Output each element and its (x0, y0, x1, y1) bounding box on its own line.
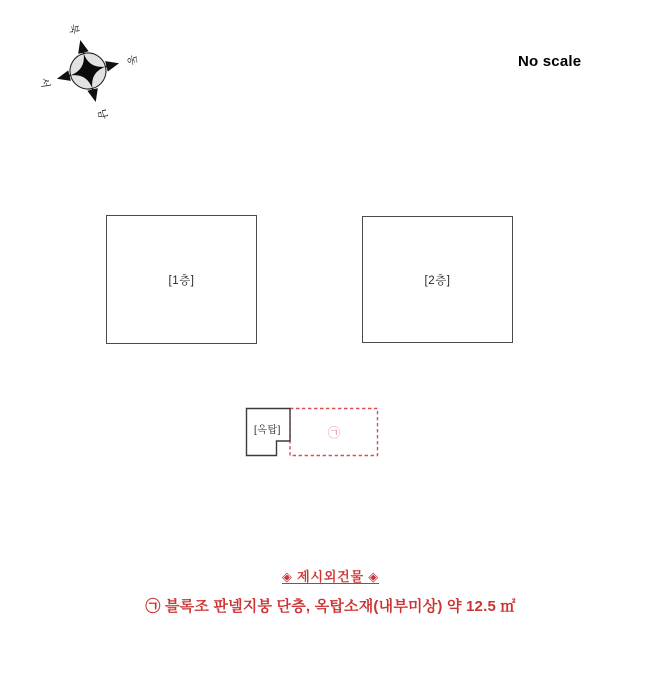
north-arrow-icon (75, 39, 89, 54)
compass-west-label: 서 (37, 76, 52, 89)
scale-note: No scale (518, 53, 582, 70)
west-arrow-icon (56, 70, 71, 84)
legend-title: ◈ 제시외건물 ◈ (281, 569, 380, 584)
legend-note: ㉠ 블록조 판넬지붕 단층, 옥탑소재(내부미상) 약 12.5 ㎡ (145, 598, 516, 615)
floor-1-label: [1층] (168, 274, 195, 287)
compass-north-label: 북 (66, 23, 81, 36)
floor-1-outline (106, 215, 257, 344)
legend (0, 566, 661, 616)
floor-2-outline (362, 216, 513, 343)
east-arrow-icon (105, 58, 120, 72)
rooftop-label: [옥탑] (254, 425, 281, 436)
floor-2-label: [2층] (424, 274, 451, 287)
compass-south-label: 남 (95, 108, 109, 120)
compass-rose-icon (33, 15, 143, 127)
annex-marker: ㉠ (327, 426, 341, 440)
south-arrow-icon (87, 88, 101, 103)
compass-east-label: 동 (125, 54, 139, 66)
